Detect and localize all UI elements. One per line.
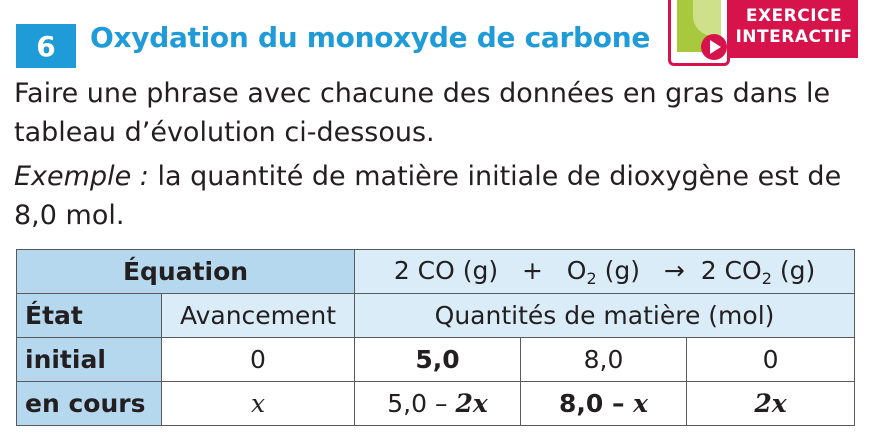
example-body: la quantité de matière initiale de dioxygène est de 8,0 mol.	[14, 161, 842, 231]
evolution-table	[16, 249, 855, 426]
row-label: en cours	[17, 382, 162, 426]
exercise-number-badge: 6	[16, 24, 76, 68]
reaction-arrow: →	[663, 255, 685, 285]
plus-sign: +	[521, 255, 543, 285]
cell-o2: 8,0	[521, 338, 687, 382]
equation-label: Équation	[17, 250, 355, 294]
play-icon[interactable]	[701, 34, 727, 60]
interactive-exercise-label[interactable]	[730, 0, 858, 58]
table-row	[17, 382, 855, 426]
chemical-equation	[355, 250, 855, 294]
cell-co: 5,0 – 2x	[355, 382, 521, 426]
interactive-exercise-icon[interactable]	[668, 0, 730, 66]
state-header: État	[17, 294, 162, 338]
cell-avancement: 0	[162, 338, 355, 382]
instruction-text: Faire une phrase avec chacune des données en gras dans le tableau d’évolution ci-dessous.	[14, 78, 831, 148]
badge-line-2: INTERACTIF	[735, 27, 853, 47]
equation-row	[17, 250, 855, 294]
example-label: Exemple :	[14, 161, 149, 192]
product-co2: 2 $CO_2$ (g)	[700, 255, 816, 288]
cell-co2: 0	[687, 338, 855, 382]
badge-line-1: EXERCICE	[745, 6, 843, 26]
exercise-title: Oxydation du monoxyde de carbone	[90, 21, 651, 54]
cell-o2: 8,0 – x	[521, 382, 687, 426]
cell-co: 5,0	[355, 338, 521, 382]
cell-avancement: x	[162, 382, 355, 426]
row-label: initial	[17, 338, 162, 382]
progress-header: Avancement	[162, 294, 355, 338]
quantities-header: Quantités de matière (mol)	[355, 294, 855, 338]
subheader-row	[17, 294, 855, 338]
reactant-co: 2 CO (g)	[393, 255, 499, 285]
table-row	[17, 338, 855, 382]
cell-co2: 2x	[687, 382, 855, 426]
example-text	[14, 157, 864, 235]
reactant-o2: $O_2$ (g)	[566, 255, 640, 288]
